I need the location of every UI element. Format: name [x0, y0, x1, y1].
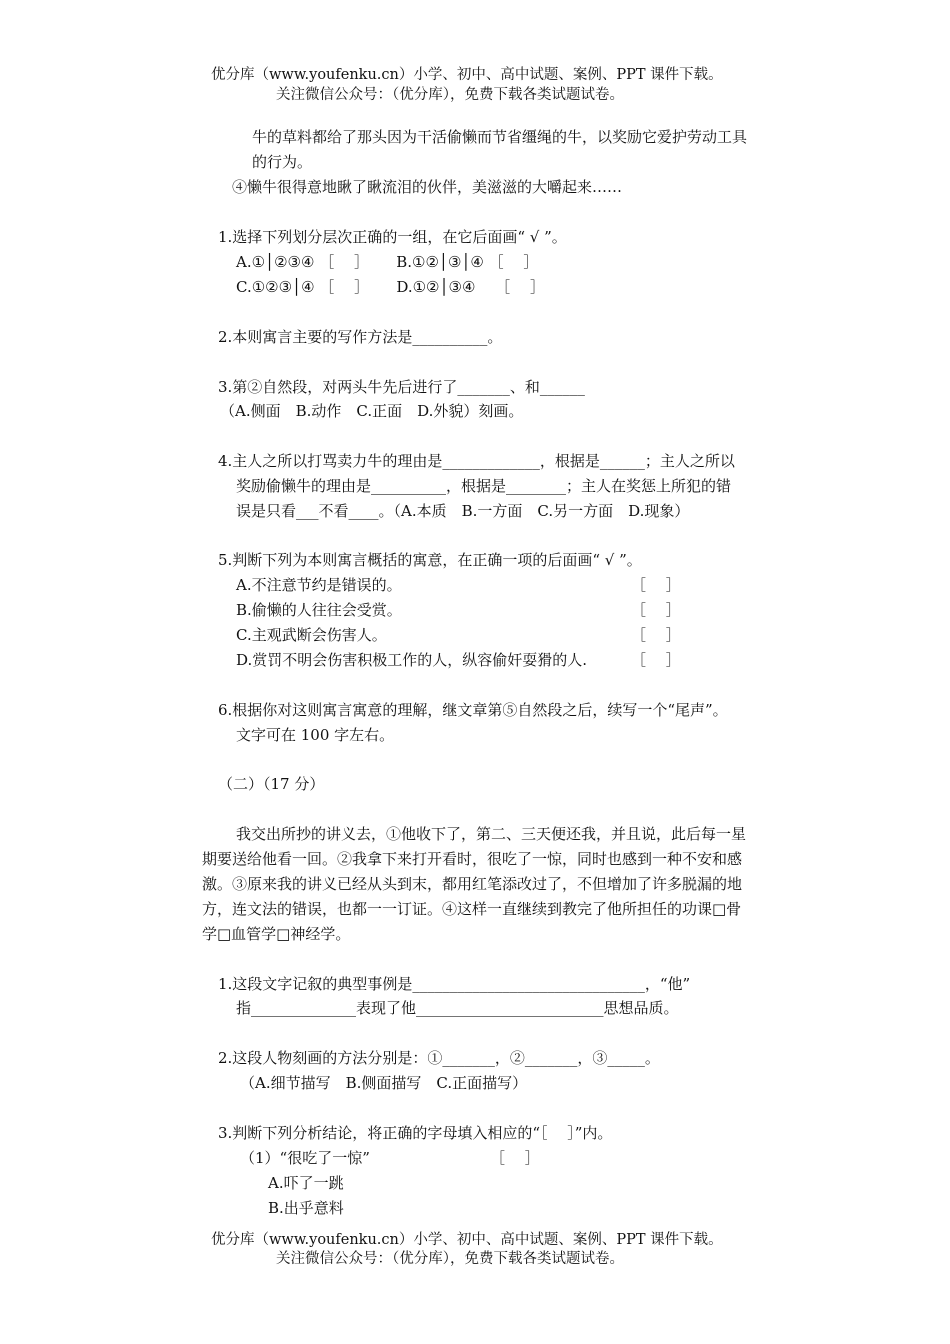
- header-line-1: 优分库（www.youfenku.cn）小学、初中、高中试题、案例、PPT 课件下载。: [211, 67, 723, 83]
- q5-option-d: D.赏罚不明会伤害积极工作的人，纵容偷奸耍猾的人.: [236, 651, 588, 669]
- header-line-2: 关注微信公众号：（优分库），免费下载各类试题试卷。: [276, 87, 624, 103]
- q5-option-b: B.偷懒的人往往会受赏。: [236, 601, 402, 619]
- passage-top-line-1: 牛的草料都给了那头因为干活偷懒而节省缰绳的牛，以奖励它爱护劳动工具: [252, 128, 748, 146]
- q5-option-a: A.不注意节约是错误的。: [236, 576, 402, 594]
- passage2-line-5: 学□血管学□神经学。: [202, 925, 351, 943]
- passage-top-line-3: ④懒牛很得意地瞅了瞅流泪的伙伴，美滋滋的大嚼起来……: [232, 178, 623, 196]
- q4-line-3: 误是只看___不看____。（A.本质 B.一方面 C.另一方面 D.现象）: [236, 502, 690, 520]
- q6-line-2: 文字可在 100 字左右。: [236, 726, 395, 744]
- q5-bracket-d: ［ ］: [631, 651, 681, 669]
- q3-stem: 3.第②自然段，对两头牛先后进行了_______、和______: [218, 378, 585, 396]
- s2q2-line-1: 2.这段人物刻画的方法分别是：①_______，②_______，③_____。: [218, 1049, 660, 1067]
- q6-line-1: 6.根据你对这则寓言寓意的理解，继文章第⑤自然段之后，续写一个“尾声”。: [218, 701, 728, 719]
- s2q1-line-1: 1.这段文字记叙的典型事例是_______________________________，“他”: [218, 975, 691, 993]
- q3-options: （A.侧面 B.动作 C.正面 D.外貌）刻画。: [220, 402, 524, 420]
- passage-top-line-2: 的行为。: [252, 153, 313, 171]
- q1-stem: 1.选择下列划分层次正确的一组，在它后面画“ √ ”。: [218, 228, 567, 246]
- q5-option-c: C.主观武断会伤害人。: [236, 626, 387, 644]
- passage2-line-2: 期要送给他看一回。②我拿下来打开看时，很吃了一惊，同时也感到一种不安和感: [202, 850, 743, 868]
- q5-bracket-a: ［ ］: [631, 576, 681, 594]
- s2q1-line-2: 指______________表现了他_________________________思想品质。: [236, 999, 679, 1017]
- q1-options-row-1: A.①│②③④ ［ ］ B.①②│③│④ ［ ］: [236, 253, 539, 271]
- passage2-line-4: 方，连文法的错误，也都一一订证。④这样一直继续到教完了他所担任的功课□骨: [202, 900, 742, 918]
- s2q3-stem: 3.判断下列分析结论，将正确的字母填入相应的“［ ］”内。: [218, 1124, 613, 1142]
- q5-stem: 5.判断下列为本则寓言概括的寓意，在正确一项的后面画“ √ ”。: [218, 551, 642, 569]
- s2q3-item-1: （1）“很吃了一惊”: [240, 1149, 370, 1167]
- q1-options-row-2: C.①②③│④ ［ ］ D.①②│③④ ［ ］: [236, 278, 545, 296]
- footer-line-1: 优分库（www.youfenku.cn）小学、初中、高中试题、案例、PPT 课件下载。: [211, 1232, 723, 1248]
- s2q3-option-b: B.出乎意料: [268, 1199, 344, 1217]
- q2-stem: 2.本则寓言主要的写作方法是__________。: [218, 328, 503, 346]
- passage2-line-3: 激。③原来我的讲义已经从头到末，都用红笔添改过了，不但增加了许多脱漏的地: [202, 875, 743, 893]
- q5-bracket-b: ［ ］: [631, 601, 681, 619]
- s2q2-line-2: （A.细节描写 B.侧面描写 C.正面描写）: [240, 1074, 528, 1092]
- s2q3-item-1-bracket: ［ ］: [490, 1149, 540, 1167]
- s2q3-option-a: A.吓了一跳: [268, 1174, 344, 1192]
- q4-line-2: 奖励偷懒牛的理由是__________，根据是________；主人在奖惩上所犯的错: [236, 477, 732, 495]
- passage2-line-1: 我交出所抄的讲义去，①他收下了，第二、三天便还我，并且说，此后每一星: [236, 825, 747, 843]
- q5-bracket-c: ［ ］: [631, 626, 681, 644]
- footer-line-2: 关注微信公众号：（优分库），免费下载各类试题试卷。: [276, 1251, 624, 1267]
- section-2-title: （二）（17 分）: [218, 775, 325, 793]
- q4-line-1: 4.主人之所以打骂卖力牛的理由是_____________，根据是______；主人之所以: [218, 452, 735, 470]
